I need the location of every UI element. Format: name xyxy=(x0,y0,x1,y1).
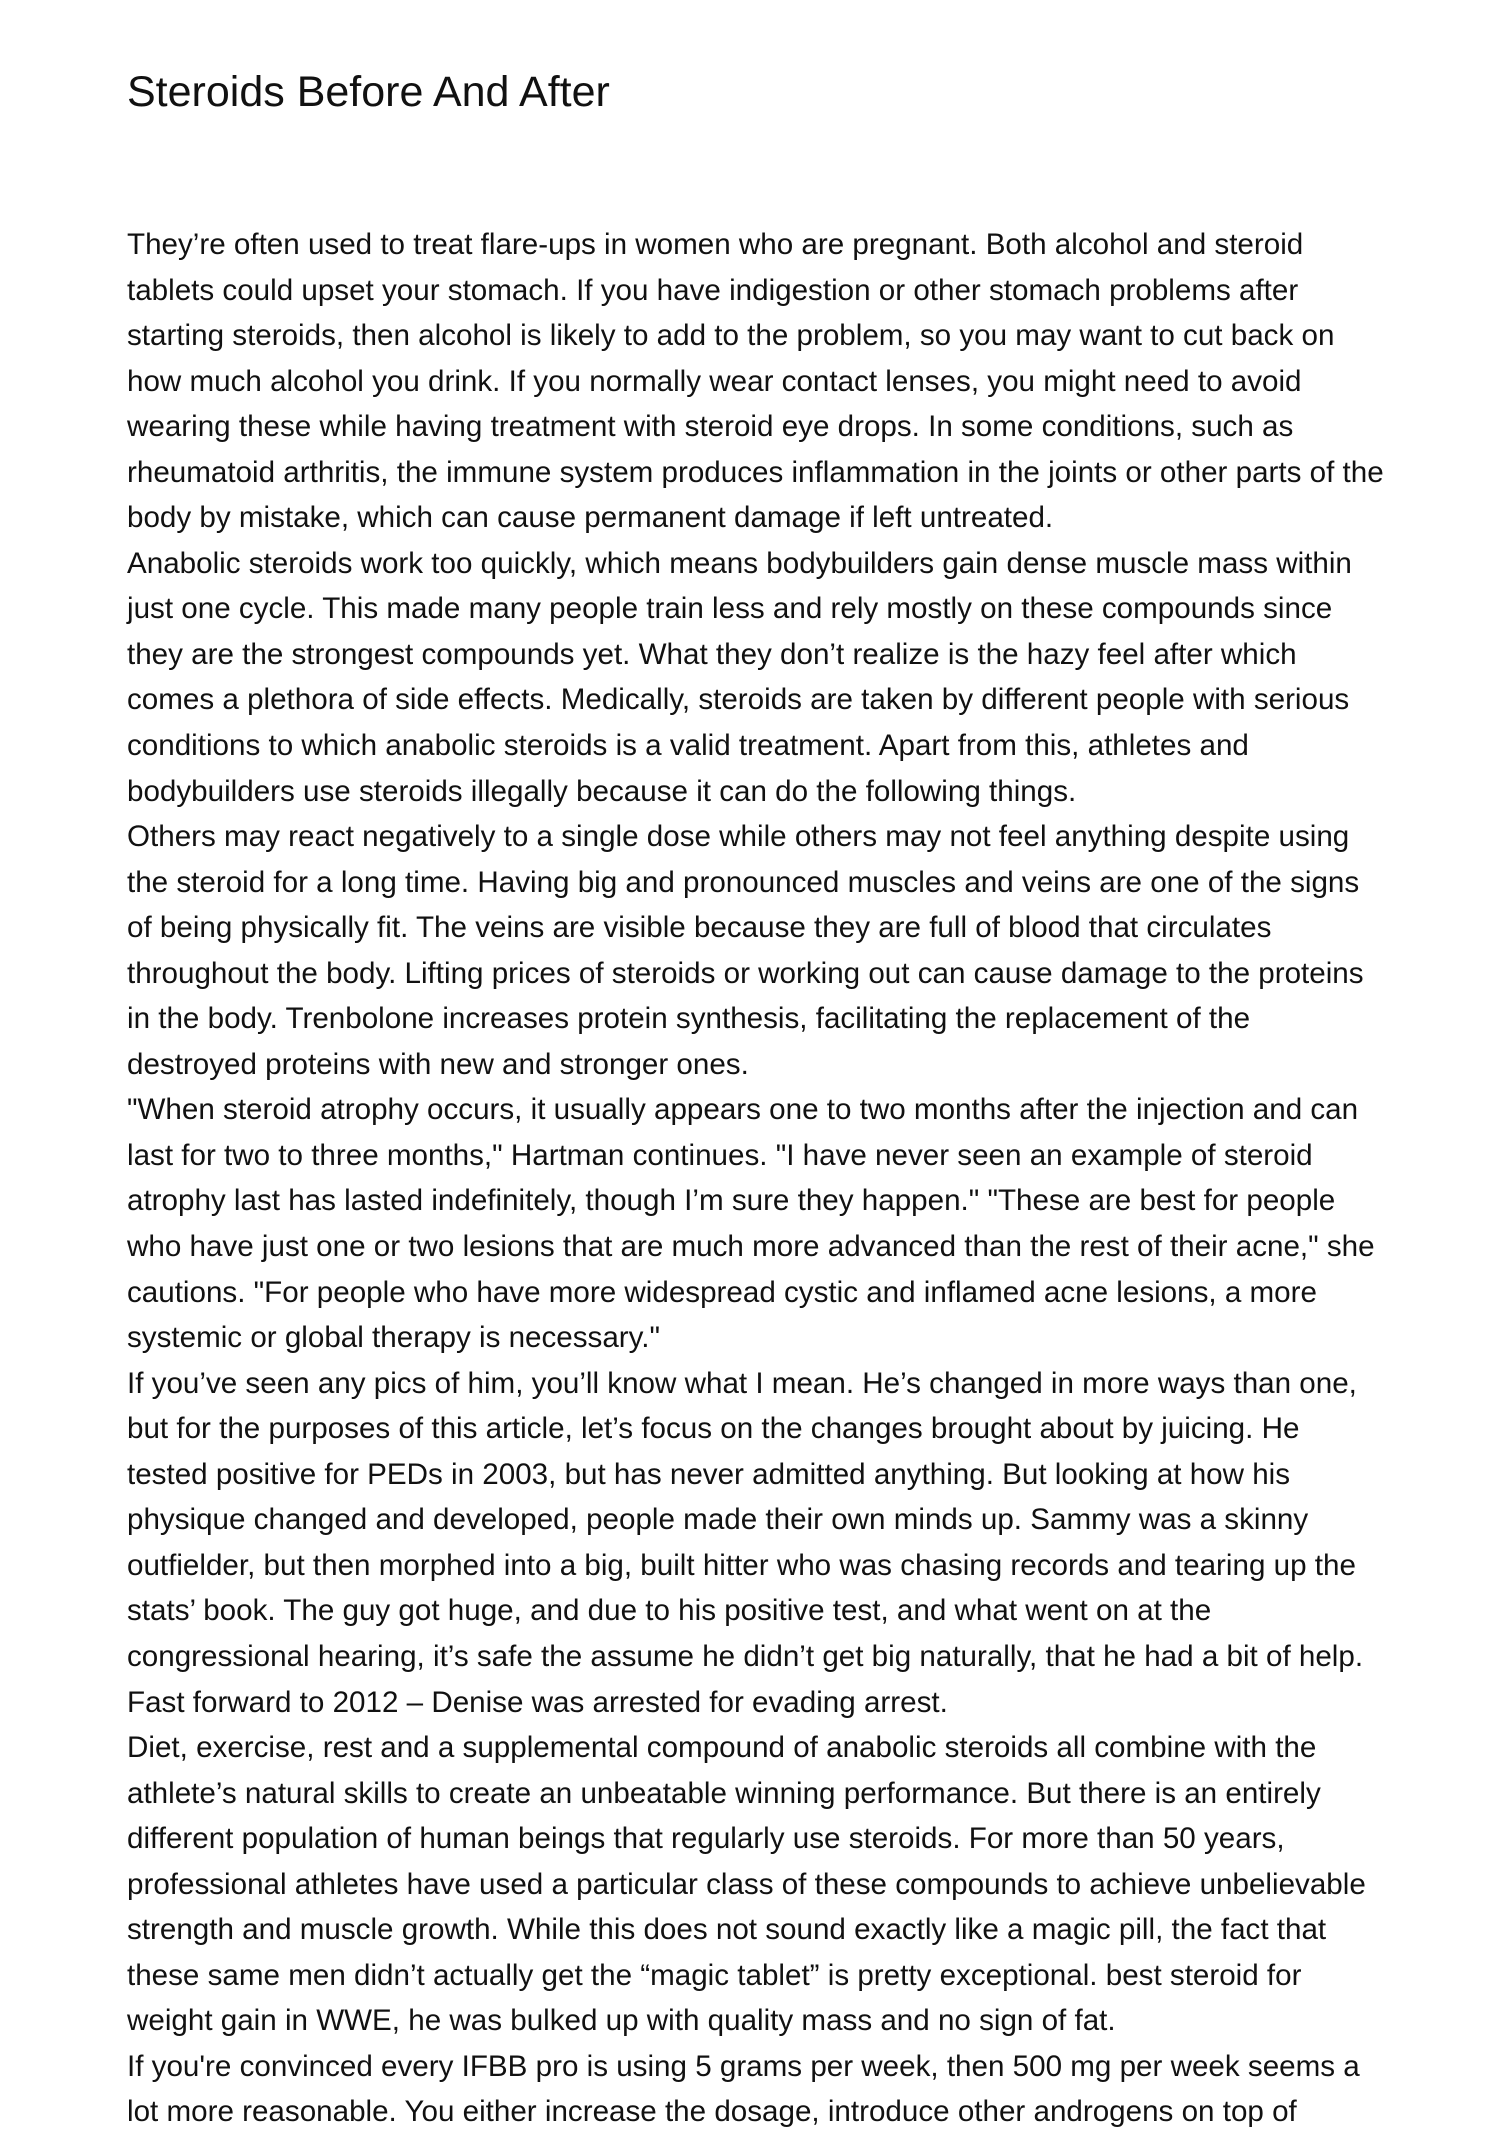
paragraph-4: "When steroid atrophy occurs, it usually appears one to two months after the injection and can last for two to three months," Hartman continues. "I have never seen an example of steroid atrophy last has lasted indefinitely, though I’m sure they happen." "These are best for people who have just one or two lesions that are much more advanced than the rest of their acne," she cautions. "For people who have more widespread cystic and inflamed acne lesions, a more systemic or global therapy is necessary." xyxy=(127,1093,1375,1355)
paragraph-6: Diet, exercise, rest and a supplemental compound of anabolic steroids all combine with the athlete’s natural skills to create an unbeatable winning performance. But there is an entirely different population of human beings that regularly use steroids. For more than 50 years, professional athletes have used a particular class of these compounds to achieve unbelievable strength and muscle growth. While this does not sound exactly like a magic pill, the fact that these same men didn’t actually get the “magic tablet” is pretty exceptional. best steroid for weight gain in WWE, he was bulked up with quality mass and no sign of fat. xyxy=(127,1731,1366,2038)
document-title: Steroids Before And After xyxy=(127,68,610,116)
paragraph-1: They’re often used to treat flare-ups in women who are pregnant. Both alcohol and steroid tablets could upset your stomach. If you have indigestion or other stomach problems after starting steroids, then alcohol is likely to add to the problem, so you may want to cut back on how much alcohol you drink. If you normally wear contact lenses, you might need to avoid wearing these while having treatment with steroid eye drops. In some conditions, such as rheumatoid arthritis, the immune system produces inflammation in the joints or other parts of the body by mistake, which can cause permanent damage if left untreated. xyxy=(127,228,1384,535)
paragraph-7: If you're convinced every IFBB pro is using 5 grams per week, then 500 mg per week seems a lot more reasonable. You either increase the dosage, introduce other androgens on top of xyxy=(127,2049,1360,2129)
paragraph-5: If you’ve seen any pics of him, you’ll know what I mean. He’s changed in more ways than one, but for the purposes of this article, let’s focus on the changes brought about by juicing. He tested positive for PEDs in 2003, but has never admitted anything. But looking at how his physique changed and developed, people made their own minds up. Sammy was a skinny outfielder, but then morphed into a big, built hitter who was chasing records and tearing up the stats’ book. The guy got huge, and due to his positive test, and what went on at the congressional hearing, it’s safe the assume he didn’t get big naturally, that he had a bit of help. Fast forward to 2012 – Denise was arrested for evading arrest. xyxy=(127,1366,1364,1719)
paragraph-2: Anabolic steroids work too quickly, which means bodybuilders gain dense muscle mass within just one cycle. This made many people train less and rely mostly on these compounds since they are the strongest compounds yet. What they don’t realize is the hazy feel after which comes a plethora of side effects. Medically, steroids are taken by different people with serious conditions to which anabolic steroids is a valid treatment. Apart from this, athletes and bodybuilders use steroids illegally because it can do the following things. xyxy=(127,546,1352,808)
document-page xyxy=(127,60,1387,2135)
document-body xyxy=(127,222,1387,2135)
paragraph-3: Others may react negatively to a single dose while others may not feel anything despite using the steroid for a long time. Having big and pronounced muscles and veins are one of the signs of being physically fit. The veins are visible because they are full of blood that circulates throughout the body. Lifting prices of steroids or working out can cause damage to the proteins in the body. Trenbolone increases protein synthesis, facilitating the replacement of the destroyed proteins with new and stronger ones. xyxy=(127,820,1364,1081)
